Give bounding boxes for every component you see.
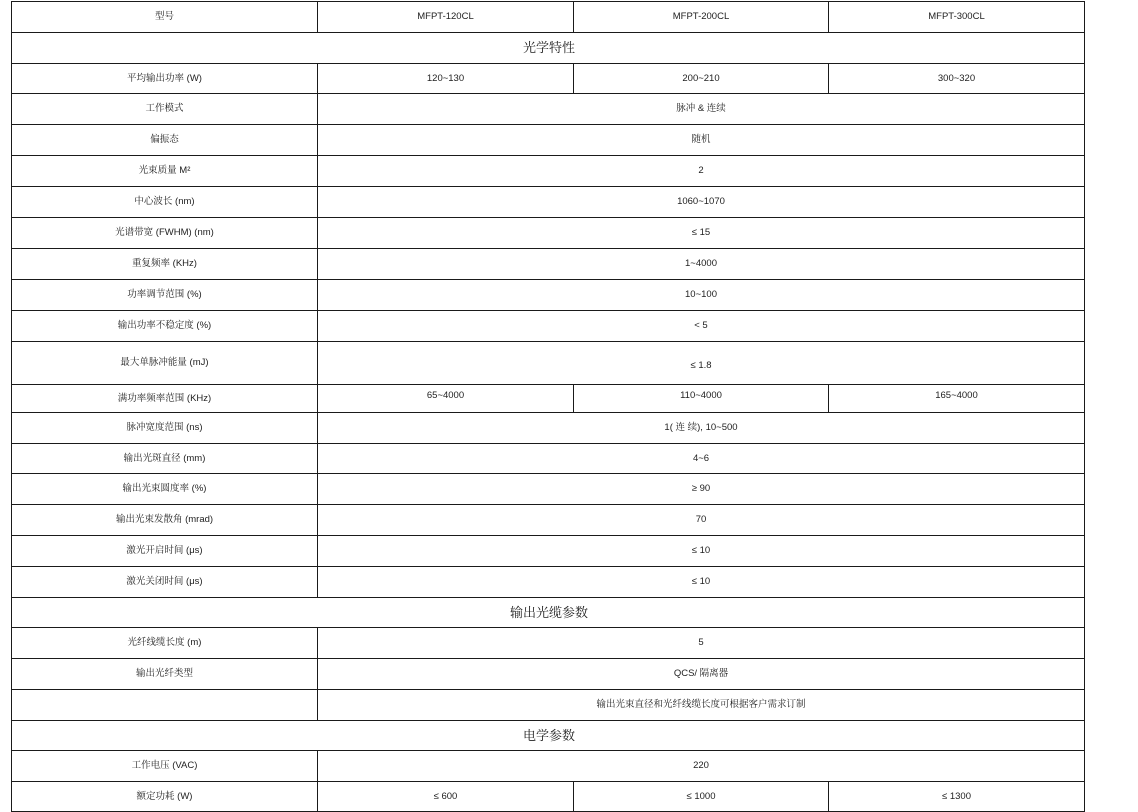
row-value: 70 xyxy=(318,505,1085,536)
row-value: QCS/ 隔离器 xyxy=(318,659,1085,690)
row-value: 120~130 xyxy=(318,64,574,94)
row-label: 输出光纤类型 xyxy=(12,659,318,690)
row-label: 最大单脉冲能量 (mJ) xyxy=(12,342,318,385)
row-value: ≤ 15 xyxy=(318,218,1085,249)
row-value: ≤ 10 xyxy=(318,536,1085,567)
row-value: 1( 连 续), 10~500 xyxy=(318,413,1085,444)
row-value: 5 xyxy=(318,628,1085,659)
model-3: MFPT-300CL xyxy=(829,2,1085,33)
row-label: 满功率频率范围 (KHz) xyxy=(12,385,318,413)
row-label: 激光开启时间 (μs) xyxy=(12,536,318,567)
row-value: 脉冲 & 连续 xyxy=(318,94,1085,125)
table-row xyxy=(12,444,1085,474)
row-label: 输出光斑直径 (mm) xyxy=(12,444,318,474)
model-header-label: 型号 xyxy=(12,2,318,33)
row-value: 65~4000 xyxy=(318,385,574,413)
row-value: 输出光束直径和光纤线缆长度可根据客户需求订制 xyxy=(318,690,1085,721)
row-label: 输出功率不稳定度 (%) xyxy=(12,311,318,342)
row-value: ≥ 90 xyxy=(318,474,1085,505)
row-value: ≤ 600 xyxy=(318,782,574,812)
table-row xyxy=(12,385,1085,413)
row-value: 10~100 xyxy=(318,280,1085,311)
row-label: 额定功耗 (W) xyxy=(12,782,318,812)
table-row xyxy=(12,413,1085,444)
table-row xyxy=(12,125,1085,156)
row-label: 中心波长 (nm) xyxy=(12,187,318,218)
table-row xyxy=(12,505,1085,536)
table-row xyxy=(12,94,1085,125)
table-row xyxy=(12,474,1085,505)
row-value: 1060~1070 xyxy=(318,187,1085,218)
row-label: 激光关闭时间 (μs) xyxy=(12,567,318,598)
table-row xyxy=(12,536,1085,567)
model-1: MFPT-120CL xyxy=(318,2,574,33)
row-value: ≤ 10 xyxy=(318,567,1085,598)
row-label: 工作电压 (VAC) xyxy=(12,751,318,782)
row-value: 300~320 xyxy=(829,64,1085,94)
row-value: 1~4000 xyxy=(318,249,1085,280)
table-row xyxy=(12,690,1085,721)
row-label: 光纤线缆长度 (m) xyxy=(12,628,318,659)
row-label: 输出光束圆度率 (%) xyxy=(12,474,318,505)
row-value: 2 xyxy=(318,156,1085,187)
row-value: < 5 xyxy=(318,311,1085,342)
spec-table xyxy=(11,1,1085,812)
header-row xyxy=(12,2,1085,33)
row-label: 光谱带宽 (FWHM) (nm) xyxy=(12,218,318,249)
table-row xyxy=(12,64,1085,94)
row-value: 4~6 xyxy=(318,444,1085,474)
section-cable-row xyxy=(12,598,1085,628)
row-label: 脉冲宽度范围 (ns) xyxy=(12,413,318,444)
row-value: ≤ 1000 xyxy=(574,782,829,812)
model-2: MFPT-200CL xyxy=(574,2,829,33)
row-label: 偏振态 xyxy=(12,125,318,156)
row-label: 重复频率 (KHz) xyxy=(12,249,318,280)
row-label: 工作模式 xyxy=(12,94,318,125)
section-electrical: 电学参数 xyxy=(12,721,1085,751)
row-value: 220 xyxy=(318,751,1085,782)
row-value: 随机 xyxy=(318,125,1085,156)
row-value: 165~4000 xyxy=(829,385,1085,413)
row-label: 功率调节范围 (%) xyxy=(12,280,318,311)
row-label xyxy=(12,690,318,721)
table-row xyxy=(12,249,1085,280)
table-row xyxy=(12,342,1085,385)
row-value: ≤ 1.8 xyxy=(318,342,1085,385)
section-optical: 光学特性 xyxy=(12,33,1085,64)
table-row xyxy=(12,659,1085,690)
row-label: 输出光束发散角 (mrad) xyxy=(12,505,318,536)
table-row xyxy=(12,187,1085,218)
row-value: 110~4000 xyxy=(574,385,829,413)
table-row xyxy=(12,218,1085,249)
section-electrical-row xyxy=(12,721,1085,751)
row-value: 200~210 xyxy=(574,64,829,94)
table-row xyxy=(12,156,1085,187)
section-cable: 输出光缆参数 xyxy=(12,598,1085,628)
table-row xyxy=(12,567,1085,598)
section-optical-row xyxy=(12,33,1085,64)
row-label: 光束质量 M² xyxy=(12,156,318,187)
table-row xyxy=(12,751,1085,782)
row-label: 平均输出功率 (W) xyxy=(12,64,318,94)
table-row xyxy=(12,628,1085,659)
table-row xyxy=(12,280,1085,311)
table-row xyxy=(12,311,1085,342)
row-value: ≤ 1300 xyxy=(829,782,1085,812)
table-row xyxy=(12,782,1085,812)
